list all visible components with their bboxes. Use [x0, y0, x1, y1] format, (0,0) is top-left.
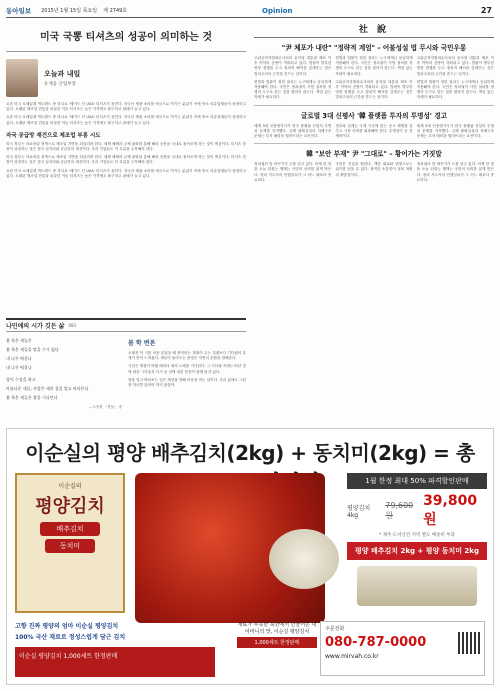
essay-paragraph: 시인은 계절이 바뀔 때마다 새의 노래를 기다린다. 그 기다림 속에는 떠난 것에 대한 그리움과 다시 올 것에 대한 믿음이 함께 담겨 있다.	[128, 364, 246, 374]
shipping-note: * 제주·도서산간 지역 별도 배송비 부과	[378, 533, 456, 538]
poem-essay	[128, 338, 246, 388]
poem-line: 내 나무 떡갈나	[6, 356, 32, 361]
brand-name: 평양김치	[35, 496, 105, 517]
ad-bottom	[15, 621, 485, 679]
editorial-paragraph: 헌법과 법률이 정한 절차는 누구에게나 동일하게 적용돼야 한다. 국민은 정치권이 사법 절차를 정쟁의 도구로 삼는 것을 원하지 않는다. 책임 있는 자세가 필요하다.	[254, 79, 332, 100]
price-label: 평양김치 4kg	[347, 505, 371, 519]
ad-mid-text	[237, 621, 317, 648]
editorial-paragraph: 정부와 업계는 국제 기준에 맞는 공시 체계를 갖추고 시장 신뢰를 회복해야 한다. 투명성이 곧 경쟁력이다.	[335, 123, 413, 139]
editorial-title: 글로벌 3대 신평사 '韓 플랫폼 투자의 투명성' 경고	[301, 111, 447, 120]
editorial-section	[254, 22, 494, 183]
article-subhead: 자국 공급망 재건으로 제조업 부흥 시도	[6, 132, 101, 139]
ad-claim: 100% 국산 재료로 정성스럽게 담근 김치	[15, 634, 126, 641]
ad-brand-box	[15, 473, 125, 613]
poem	[6, 338, 122, 413]
column-article	[6, 22, 246, 179]
page-header	[6, 4, 494, 18]
page-number: 27	[480, 6, 492, 15]
ad-story: 재료가 부족한 북한에서 만들어온 내 어머니의 맛, 이순실 평양김치	[237, 622, 317, 635]
editorial-paragraph: 정치권의 말 바꾸기가 도를 넘고 있다. 어제 한 말을 오늘 뒤집는 행태는 국민의 신뢰를 잃게 만든다. 정치 지도자의 언행일치가 그 어느 때보다 중요하다.	[254, 162, 332, 182]
byline	[6, 58, 246, 98]
issue-date: 2015년 1월 15일 목요일	[41, 8, 98, 14]
editorial-paragraph: 세계 3대 신용평가사가 한국 플랫폼 산업의 투명성 문제를 지적했다. 규제 불확실성과 지배구조 문제는 투자 매력을 떨어뜨리는 요인이다.	[254, 123, 332, 139]
editorial-paragraph: 국민은 진실을 원한다. 책임 회피와 변명으로는 위기를 넘을 수 없다. 정직한 소통만이 정치 복원의 출발점이다.	[335, 162, 413, 177]
essay-paragraph: 오래전 이 시를 처음 읽었을 때 봄이라는 계절이 주는 설렘보다 기다림의 무게가 먼저 느껴졌다. 새들이 돌아오는 풍경은 자연의 순환을 말해준다.	[128, 351, 246, 361]
product-pill: 배추김치	[40, 522, 100, 536]
issue-number: 제 2749호	[103, 8, 128, 14]
poem-section-title: 나민애의 시가 깃든 삶	[6, 323, 65, 330]
product-pill: 동치미	[45, 539, 95, 553]
cabbage-photo	[357, 566, 477, 606]
section-label: Opinion	[262, 6, 293, 15]
article-paragraph: 미국 정부는 리쇼어링 정책으로 제조업 기반을 되살리려 한다. 세제 혜택과 규제 완화를 통해 해외 공장을 국내로 돌아오게 하는 것이 핵심이다. 티셔츠 한 장이 상징하는 것은 결국 일자리와 공급망의 재건이다. 우리 기업들도 이 흐름을 주목해야 한다.	[6, 155, 246, 165]
poem-line: 내 나무 떡갈나	[6, 365, 32, 370]
editorial-paragraph: 고위공직자범죄수사처의 윤석열 대통령 체포 이후 여야의 공방이 격화되고 있다. 법원이 발부한 영장 집행을 두고 정치적 해석을 앞세우는 것은 법치주의의 근간을 흔드는 일이다.	[416, 56, 494, 76]
poem-line: 아름다운 새들, 사람은 새의 창을 열고 바라본다	[6, 386, 89, 391]
limited-banner: 이순실 평양김치 1,000세트 한정판매	[15, 647, 215, 677]
column-name: 오늘과 내일	[44, 70, 81, 78]
newspaper-logo: 동아일보	[6, 7, 32, 15]
article-title: 미국 국뽕 티셔츠의 성공이 의미하는 것	[6, 22, 246, 52]
editorial-2	[254, 110, 494, 140]
ad-headline: 이순실의 평양 배추김치(2kg) + 동치미(2kg) = 총	[25, 441, 475, 465]
poem-section-bar	[6, 318, 246, 332]
author-role: 유재웅 산업부장	[44, 82, 76, 87]
qr-code-icon	[458, 632, 480, 654]
kimchi-advertisement	[6, 428, 494, 685]
article-paragraph: 요즘 미국 소매업계 빅트렌드 중 하나로 '메이드 인 USA' 티셔츠가 꼽힌다. 자국산 제품 소비를 애국으로 여기는 분위기 속에 중소 의류업체들이 성장하고 있다. 오래된 제조업 전통을 되살린 이들 티셔츠는 높은 가격에도 불구하고 판매가 늘고 있다.	[6, 168, 246, 178]
editorial-3	[254, 148, 494, 183]
poem-line: 봄 학은 새들을 맞을 수가 없다	[6, 347, 59, 352]
poem-source: —도종환 「봄날」 중	[88, 405, 122, 409]
ad-claim: 고향 진짜 평양의 엄마 이순실 평양김치	[15, 623, 119, 630]
poem-number: 083	[68, 323, 77, 328]
article-paragraph: 미국 정부는 리쇼어링 정책으로 제조업 기반을 되살리려 한다. 세제 혜택과 규제 완화를 통해 해외 공장을 국내로 돌아오게 하는 것이 핵심이다. 티셔츠 한 장이 상징하는 것은 결국 일자리와 공급망의 재건이다. 우리 기업들도 이 흐름을 주목해야 한다.	[6, 141, 246, 152]
article-paragraph: 요즘 미국 소매업계 빅트렌드 중 하나로 '메이드 인 USA' 티셔츠가 꼽힌다. 자국산 제품 소비를 애국으로 여기는 분위기 속에 중소 의류업체들이 성장하고 있다. 오래된 제조업 전통을 되살린 이들 티셔츠는 높은 가격에도 불구하고 판매가 늘고 있다.	[6, 115, 246, 125]
original-price: 79,600원	[385, 501, 414, 520]
editorial-paragraph: 고위공직자범죄수사처의 윤석열 대통령 체포 이후 여야의 공방이 격화되고 있다. 법원이 발부한 영장 집행을 두고 정치적 해석을 앞세우는 것은 법치주의의 근간을 흔드는 일이다.	[254, 56, 332, 76]
editorial-title: 韓 "보안 부재" 尹 "그대로" – 황어가는 거짓말	[306, 150, 442, 159]
sale-price: 39,800원	[423, 493, 478, 528]
set-composition: 평양 배추김치 2kg + 평양 동치미 2kg	[347, 542, 487, 560]
order-label: 주문전화	[325, 626, 345, 632]
poem-line: 봄 학은 새들은 봄을 기다린다	[6, 395, 58, 400]
editorial-header: 社 說	[254, 22, 494, 38]
dongchimi-bowl-photo	[269, 529, 339, 589]
editorial-paragraph: 세계 3대 신용평가사가 한국 플랫폼 산업의 투명성 문제를 지적했다. 규제 불확실성과 지배구조 문제는 투자 매력을 떨어뜨리는 요인이다.	[416, 123, 494, 139]
essay-paragraph: 창을 열고 바라보는 일은 세상을 향해 마음을 여는 일이다. 우리 삶에도 그런 창 하나쯤 있어야 하지 않을까.	[128, 377, 246, 388]
poem-line: 봄 학은 새들은	[6, 338, 32, 343]
sale-badge: 1월 한정 최대 50% 파격할인판매	[347, 473, 487, 489]
editorial-1	[254, 42, 494, 101]
editorial-paragraph: 헌법과 법률이 정한 절차는 누구에게나 동일하게 적용돼야 한다. 국민은 정치권이 사법 절차를 정쟁의 도구로 삼는 것을 원하지 않는다. 책임 있는 자세가 필요하다.	[416, 79, 494, 100]
editorial-paragraph: 헌법과 법률이 정한 절차는 누구에게나 동일하게 적용돼야 한다. 국민은 정치권이 사법 절차를 정쟁의 도구로 삼는 것을 원하지 않는다. 책임 있는 자세가 필요하다.	[335, 56, 413, 76]
article-paragraph: 요즘 미국 소매업계 빅트렌드 중 하나로 '메이드 인 USA' 티셔츠가 꼽힌다. 자국산 제품 소비를 애국으로 여기는 분위기 속에 중소 의류업체들이 성장하고 있다. 오래된 제조업 전통을 되살린 이들 티셔츠는 높은 가격에도 불구하고 판매가 늘고 있다.	[6, 102, 246, 112]
limited-badge: 1,000세트 한정판매	[237, 637, 317, 648]
order-url: www.mirvah.co.kr	[325, 653, 379, 660]
order-box	[320, 621, 485, 676]
ad-price-box	[347, 473, 487, 606]
brand-owner: 이순실의	[58, 483, 82, 490]
order-phone: 080-787-0000	[325, 635, 427, 650]
editorial-paragraph: 고위공직자범죄수사처의 윤석열 대통령 체포 이후 여야의 공방이 격화되고 있다. 법원이 발부한 영장 집행을 두고 정치적 해석을 앞세우는 것은 법치주의의 근간을 흔드는 일이다.	[335, 79, 413, 100]
author-photo	[6, 59, 38, 97]
poem-line: 창이 수장을 하고	[6, 377, 36, 382]
editorial-paragraph: 정치권의 말 바꾸기가 도를 넘고 있다. 어제 한 말을 오늘 뒤집는 행태는 국민의 신뢰를 잃게 만든다. 정치 지도자의 언행일치가 그 어느 때보다 중요하다.	[416, 162, 494, 182]
editorial-title: "尹 체포가 내란" "정략적 계엄" – 어불성설 법 무시와 국민우롱	[281, 44, 467, 52]
essay-title: 봄 학 변론	[128, 340, 156, 347]
